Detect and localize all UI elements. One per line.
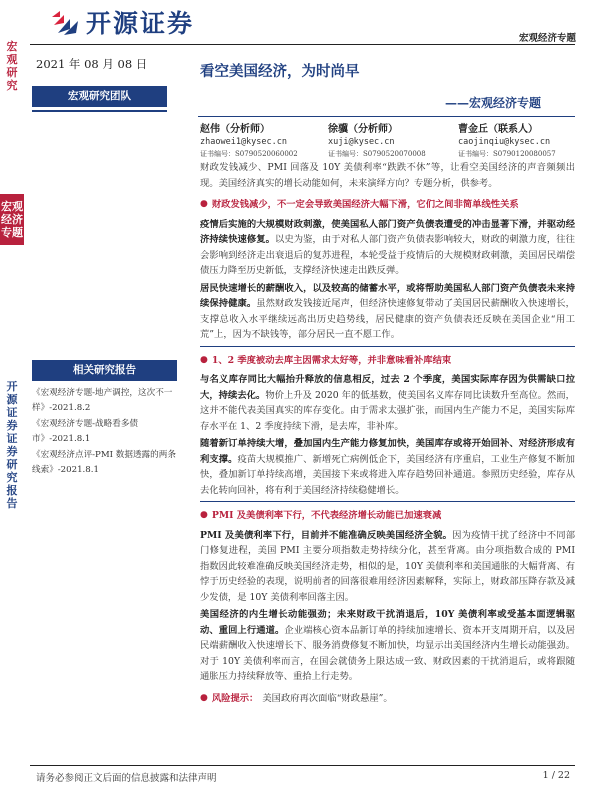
report-body (200, 160, 575, 710)
paragraph-text: 企业端核心资本品新订单的持续加速增长、资本开支周期开启，以及居民端薪酬收入快速增长下、服务消费修复不断加快，均显示出美国经济内生增长动能强劲。对于 10Y 美债利率而言，在国会就债务上限达成一致、财政因素的干扰消退后，或将跟随通胀压力持续释放等、重拾上行走势。 (200, 624, 575, 682)
bullet-icon: ● (200, 510, 208, 520)
author-email[interactable]: caojinqiu@kysec.cn (458, 137, 551, 147)
bullet-icon: ● (200, 692, 208, 703)
related-reports-list (32, 386, 182, 479)
header-divider (30, 44, 575, 45)
author-name: 赵伟（分析师） (200, 124, 270, 135)
page-subtitle: ——宏观经济专题 (445, 96, 542, 110)
section-heading-3 (200, 508, 575, 524)
side-label-research: 宏观研究 (6, 40, 18, 92)
paragraph-lead: PMI 及美债利率下行，目前并不能准确反映美国经济全貌。 (200, 529, 453, 541)
author-card (200, 124, 298, 160)
related-reports-heading: 相关研究报告 (32, 360, 177, 381)
paragraph-lead: 随着新订单持续大增，叠加国内生产能力修复加快，美国库存或将开始回补、对经济形成有利支撑。 (200, 438, 575, 465)
section-title: 1、2 季度被动去库主因需求太好等，并非意味看补库结束 (211, 354, 452, 366)
side-label-report: 开源证券 证券研究报告 (6, 380, 18, 510)
page-number: 1 / 22 (542, 770, 570, 781)
team-label: 宏观研究团队 (32, 86, 167, 107)
footer-disclaimer: 请务必参阅正文后面的信息披露和法律声明 (36, 773, 217, 784)
paragraph-lead: 与名义库存同比大幅抬升释放的信息相反，过去 2 个季度，美国实际库存因为供需缺口拉大，持续去化。 (200, 374, 575, 401)
paragraph-text: 以史为鉴，由于对私人部门资产负债表影响较大，财政的刺激力度，往往会影响到经济走出衰退后的复苏进程，本轮受益于疫情后的大规模财政刺激，美国居民端偿债压力降至历史新低，支撑经济快速走出跌反弹。 (200, 234, 575, 276)
section-heading-1 (200, 197, 575, 213)
brand-logo (50, 4, 194, 40)
page-title: 看空美国经济，为时尚早 (200, 63, 360, 80)
author-cert: 证书编号：S0790520070008 (328, 150, 426, 158)
section-title: PMI 及美债利率下行，不代表经济增长动能已加速衰减 (211, 510, 442, 521)
section-heading-2 (200, 353, 575, 369)
author-email[interactable]: zhaowei1@kysec.cn (200, 137, 287, 147)
title-divider (198, 116, 575, 117)
paragraph-lead: 居民快速增长的薪酬收入，以及较高的储蓄水平，或将帮助美国私人部门资产负债表未来持续保持健康。 (200, 282, 575, 309)
bullet-icon: ● (200, 354, 208, 365)
author-card (328, 124, 426, 160)
logo-text: 开源证券 (86, 9, 195, 38)
section-title: 财政发钱减少，不一定会导致美国经济大幅下滑，它们之间非简单线性关系 (211, 199, 519, 210)
paragraph-text: 因为疫情干扰了经济中不同部门修复进程，美国 PMI 主要分项指数走势持续分化，甚至背离。由分项指数合成的 PMI 指数因此较难准确反映美国经济走势，相似的是，10Y 美债利率和美国通胀的大幅背离、有悖于历史经验的表现，说明前者的回落很难用经济因素解释，实际上，财政部压降存款及减少发债，是 10Y 美债利率回落主因。 (200, 529, 575, 603)
section-divider (200, 346, 575, 347)
author-card (458, 124, 556, 160)
section-divider (200, 501, 575, 502)
risk-text: 美国政府再次面临“财政悬崖”。 (262, 692, 393, 704)
risk-label: 风险提示： (211, 692, 259, 704)
paragraph-text: 疫苗大规模推广、新增死亡病例低企下，美国经济有序重启，工业生产修复不断加快，叠加新订单持续高增，美国接下来或将进入库存趋势回补通道。参照历史经验，库存从去化转向回补，将有利于美国经济持续稳健增长。 (200, 453, 575, 496)
report-date: 2021 年 08 月 08 日 (36, 57, 148, 71)
author-name: 徐骥（分析师） (328, 124, 398, 135)
risk-note (200, 691, 575, 707)
side-strip (0, 0, 24, 800)
paragraph (200, 436, 575, 498)
author-cert: 证书编号：S0790120080057 (458, 150, 556, 158)
paragraph-lead: 美国经济的内生增长动能强劲；未来财政干扰消退后，10Y 美债利率或受基本面逻辑驱动、重回上行通道。 (200, 609, 575, 636)
doc-type-label: 宏观经济专题 (518, 33, 576, 44)
paragraph-text: 物价上升及 2020 年的低基数，使美国名义库存同比读数升至高位。然而，这并不能代表美国真实的库存变化。由于需求太强扩张，而国内生产能力不足，美国实际库存水平在 1、2 季度持续下滑，是去库，非补库。 (200, 389, 575, 432)
intro-paragraph: 财政发钱减少、PMI 回落及 10Y 美债利率“跌跌不休”等，让看空美国经济的声音频频出现。美国经济真实的增长动能如何，未来演绎方向？专题分析，供参考。 (200, 162, 575, 189)
paragraph (200, 281, 575, 343)
related-report-link[interactable]: 《宏观经济点评-PMI 数据透露的两条线索》-2021.8.1 (32, 450, 176, 475)
bullet-icon: ● (200, 199, 208, 209)
team-underline (32, 110, 167, 112)
kaiyuan-logo-icon (50, 7, 80, 37)
paragraph (200, 607, 575, 685)
footer-divider (30, 765, 575, 766)
author-email[interactable]: xuji@kysec.cn (328, 137, 395, 147)
paragraph-text: 虽然财政发钱接近尾声，但经济快速修复带动了美国居民薪酬收入快速增长，支撑总收入水平继续远高出历史趋势线，居民健康的资产负债表还反映在美国企业“用工荒”上，因为不缺钱等，部分居民一直不愿工作。 (200, 298, 575, 340)
paragraph (200, 372, 575, 434)
related-report-link[interactable]: 《宏观经济专题-战略看多债市》-2021.8.1 (32, 419, 139, 444)
side-label-topic: 宏观经济专题 (0, 194, 24, 245)
author-name: 曹金丘（联系人） (458, 124, 538, 135)
related-report-link[interactable]: 《宏观经济专题-地产调控，这次不一样》-2021.8.2 (32, 388, 173, 413)
paragraph-lead: 疫情后实施的大规模财政刺激，使美国私人部门资产负债表遭受的冲击显著下滑，并驱动经济持续快速修复。 (200, 218, 575, 245)
author-cert: 证书编号：S0790520060002 (200, 150, 298, 158)
paragraph (200, 528, 575, 606)
paragraph (200, 217, 575, 279)
